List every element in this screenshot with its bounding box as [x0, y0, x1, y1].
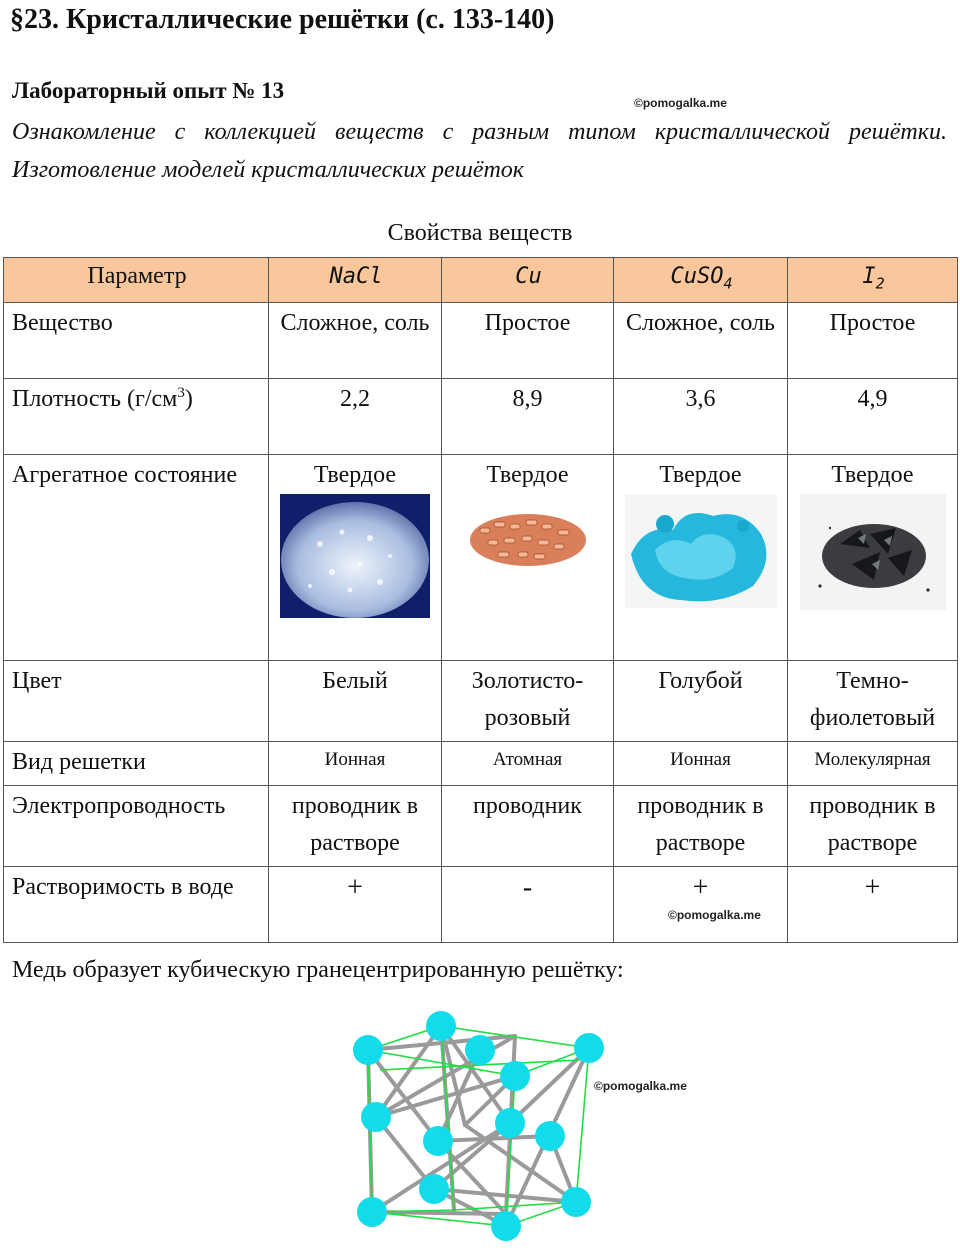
- table-cell: Голубой: [614, 661, 788, 742]
- table-cell: -: [442, 867, 614, 943]
- atom: [423, 1126, 453, 1156]
- formula-cu: Cu: [515, 264, 542, 289]
- table-cell: Сложное, соль: [614, 303, 788, 379]
- table-cell: +: [788, 867, 958, 943]
- properties-table: [3, 257, 958, 943]
- formula-nacl: NaCl: [329, 264, 383, 289]
- atom: [535, 1121, 565, 1151]
- table-cell: Простое: [788, 303, 958, 379]
- watermark-bottom: ©pomogalka.me: [594, 1079, 687, 1093]
- atom: [495, 1108, 525, 1138]
- table-cell: проводник: [442, 786, 614, 867]
- row-label: Вид решетки: [4, 742, 269, 786]
- lab-description: Ознакомление с коллекцией веществ с разным типом кристаллической решётки. Изготовление моделей кристаллических решёток: [12, 119, 947, 183]
- table-cell: +: [269, 867, 442, 943]
- table-cell: Простое: [442, 303, 614, 379]
- table-cell: Ионная: [269, 742, 442, 786]
- table-cell: проводник в растворе: [614, 786, 788, 867]
- table-cell: +: [614, 867, 788, 943]
- row-label: Вещество: [4, 303, 269, 379]
- table-cell: 2,2: [269, 379, 442, 455]
- atom: [419, 1174, 449, 1204]
- header-cu: [442, 258, 614, 303]
- atom: [426, 1011, 456, 1041]
- atom: [500, 1061, 530, 1091]
- atom: [357, 1197, 387, 1227]
- atom: [361, 1102, 391, 1132]
- lab-heading: Лабораторный опыт № 13: [12, 78, 285, 103]
- state-value: Твердое: [486, 462, 569, 489]
- table-row: [4, 786, 958, 867]
- page-title: §23. Кристаллические решётки (с. 133-140): [10, 4, 555, 35]
- header-nacl: [269, 258, 442, 303]
- table-header-row: [4, 258, 958, 303]
- table-cell: [442, 455, 614, 661]
- closing-text: Медь образует кубическую гранецентрированную решётку:: [12, 957, 624, 983]
- table-row: [4, 661, 958, 742]
- table-cell: [788, 455, 958, 661]
- table-cell: Золотисто-розовый: [442, 661, 614, 742]
- header-i2: [788, 258, 958, 303]
- salt-crystals-image: [280, 494, 430, 618]
- atom: [465, 1035, 495, 1065]
- table-cell: проводник в растворе: [788, 786, 958, 867]
- table-cell: Сложное, соль: [269, 303, 442, 379]
- header-param: Параметр: [4, 258, 269, 303]
- fcc-lattice-diagram: [340, 1000, 620, 1248]
- table-row: [4, 742, 958, 786]
- atom: [561, 1187, 591, 1217]
- table-cell: 8,9: [442, 379, 614, 455]
- row-label: Агрегатное состояние: [4, 455, 269, 661]
- atom: [574, 1033, 604, 1063]
- state-value: Твердое: [659, 462, 742, 489]
- table-row: [4, 379, 958, 455]
- table-cell: 4,9: [788, 379, 958, 455]
- table-cell: Ионная: [614, 742, 788, 786]
- table-cell: Молекулярная: [788, 742, 958, 786]
- table-cell: Белый: [269, 661, 442, 742]
- copper-pellets-image: [464, 494, 592, 580]
- lattice-atoms: [353, 1011, 604, 1241]
- state-value: Твердое: [313, 462, 397, 489]
- iodine-crystals-image: [800, 494, 946, 610]
- row-label: Плотность $(г/см^3)$: [4, 379, 269, 455]
- formula-i2: $I_2$: [862, 264, 885, 293]
- state-value: Твердое: [831, 462, 914, 489]
- atom: [491, 1211, 521, 1241]
- table-cell: Атомная: [442, 742, 614, 786]
- table-row: [4, 455, 958, 661]
- header-cuso4: [614, 258, 788, 303]
- table-caption: Свойства веществ: [387, 220, 573, 246]
- watermark-middle: ©pomogalka.me: [668, 908, 761, 922]
- table-cell: [614, 455, 788, 661]
- table-row: [4, 303, 958, 379]
- table-row: [4, 867, 958, 943]
- table-cell: проводник в растворе: [269, 786, 442, 867]
- formula-cuso4: CuSO$_4$: [670, 264, 733, 293]
- table-cell: [269, 455, 442, 661]
- watermark-top: ©pomogalka.me: [634, 96, 727, 110]
- row-label: Электропроводность: [4, 786, 269, 867]
- row-label: Цвет: [4, 661, 269, 742]
- atom: [353, 1035, 383, 1065]
- row-label: Растворимость в воде: [4, 867, 269, 943]
- copper-sulfate-image: [625, 494, 777, 608]
- table-cell: 3,6: [614, 379, 788, 455]
- table-cell: Темно-фиолетовый: [788, 661, 958, 742]
